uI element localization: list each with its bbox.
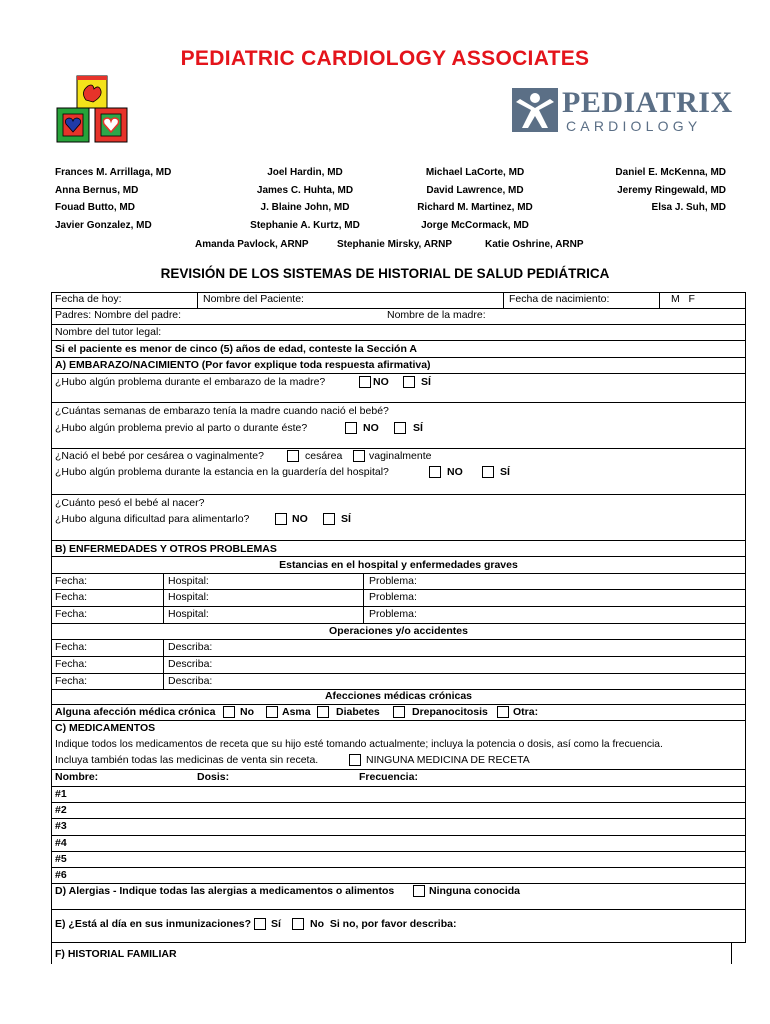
section-c-heading: C) MEDICAMENTOS — [55, 722, 156, 734]
cardiology-wordmark: CARDIOLOGY — [566, 118, 702, 134]
vaginal-checkbox[interactable] — [353, 450, 365, 462]
inmunizaciones-si-label: Sí — [271, 918, 281, 930]
doctor-name: Frances M. Arrillaga, MD — [55, 167, 172, 178]
section-f-heading: F) HISTORIAL FAMILIAR — [55, 948, 177, 960]
inmunizaciones-no-label: No Si no, por favor describa: — [310, 918, 457, 930]
no-label: NO — [363, 422, 379, 434]
inmunizaciones-si-checkbox[interactable] — [254, 918, 266, 930]
ninguna-medicina-label: NINGUNA MEDICINA DE RECETA — [366, 754, 530, 766]
doctor-name: Richard M. Martinez, MD — [417, 202, 533, 213]
nombre-paciente-label: Nombre del Paciente: — [203, 293, 304, 305]
med-row-number: #1 — [55, 788, 67, 800]
afeccion-no-label: No — [240, 706, 254, 718]
doctors-column-3 — [400, 164, 550, 234]
fecha-nacimiento-label: Fecha de nacimiento: — [509, 293, 610, 305]
fecha-label: Fecha: — [55, 641, 88, 653]
describa-label: Describa: — [168, 675, 213, 687]
cesarea-checkbox[interactable] — [287, 450, 299, 462]
doctor-name: Daniel E. McKenna, MD — [615, 167, 726, 178]
doctors-column-2 — [230, 164, 380, 234]
q5-si-checkbox[interactable] — [482, 466, 494, 478]
doctor-name: J. Blaine John, MD — [260, 202, 350, 213]
medicamentos-instrucciones-2: Incluya también todas las medicinas de venta sin receta. — [55, 754, 319, 766]
arnp-name: Stephanie Mirsky, ARNP — [337, 239, 453, 250]
q-peso-nacer: ¿Cuánto pesó el bebé al nacer? — [55, 497, 205, 509]
si-label: SÍ — [341, 513, 351, 525]
med-row-number: #4 — [55, 837, 67, 849]
health-history-form — [51, 292, 746, 964]
section-e-heading: E) ¿Está al día en sus inmunizaciones? — [55, 918, 252, 930]
afeccion-cronica-label: Alguna afección médica crónica — [55, 706, 216, 718]
describa-label: Describa: — [168, 641, 213, 653]
instruccion-seccion-a: Si el paciente es menor de cinco (5) años de edad, conteste la Sección A — [55, 343, 417, 355]
doctor-name: Javier Gonzalez, MD — [55, 219, 152, 231]
vaginal-label: vaginalmente — [369, 450, 432, 462]
asma-label: Asma — [282, 706, 311, 718]
afeccion-no-checkbox[interactable] — [223, 706, 235, 718]
section-a-heading: A) EMBARAZO/NACIMIENTO (Por favor explique toda respuesta afirmativa) — [55, 359, 431, 371]
asma-checkbox[interactable] — [266, 706, 278, 718]
problema-label: Problema: — [369, 591, 417, 603]
frecuencia-header: Frecuencia: — [359, 771, 418, 783]
doctor-name: Jorge McCormack, MD — [421, 219, 529, 231]
q1-no-checkbox[interactable] — [359, 376, 371, 388]
hospital-label: Hospital: — [168, 608, 209, 620]
no-label: NO — [447, 466, 463, 478]
si-label: SÍ — [413, 422, 423, 434]
q5-no-checkbox[interactable] — [429, 466, 441, 478]
describa-label: Describa: — [168, 658, 213, 670]
doctor-name: Joel Hardin, MD — [267, 167, 343, 178]
q1-si-checkbox[interactable] — [403, 376, 415, 388]
ninguna-alergia-checkbox[interactable] — [413, 885, 425, 897]
doctor-name: Jeremy Ringewald, MD — [617, 184, 726, 196]
doctor-name: Elsa J. Suh, MD — [651, 202, 726, 213]
doctors-column-1 — [55, 164, 171, 234]
diabetes-label: Diabetes — [336, 706, 380, 718]
q7-no-checkbox[interactable] — [275, 513, 287, 525]
q7-si-checkbox[interactable] — [323, 513, 335, 525]
section-d-heading: D) Alergias - Indique todas las alergias a medicamentos o alimentos — [55, 885, 395, 897]
tutor-label: Nombre del tutor legal: — [55, 326, 162, 338]
q-problema-embarazo: ¿Hubo algún problema durante el embarazo de la madre? — [55, 376, 326, 388]
arnp-name: Amanda Pavlock, ARNP — [195, 239, 309, 250]
form-title: REVISIÓN DE LOS SISTEMAS DE HISTORIAL DE SALUD PEDIÁTRICA — [160, 266, 610, 281]
operaciones-header: Operaciones y/o accidentes — [329, 625, 468, 637]
nombre-madre-label: Nombre de la madre: — [387, 309, 486, 321]
nombre-header: Nombre: — [55, 771, 99, 783]
doctor-name: Anna Bernus, MD — [55, 184, 139, 196]
si-label: SÍ — [500, 466, 510, 478]
med-row-number: #2 — [55, 804, 67, 816]
arnp-name: Katie Oshrine, ARNP — [485, 239, 584, 250]
cesarea-label: cesárea — [305, 450, 343, 462]
no-label: NO — [373, 376, 389, 388]
fecha-label: Fecha: — [55, 575, 88, 587]
med-row-number: #3 — [55, 820, 67, 832]
q3-no-checkbox[interactable] — [345, 422, 357, 434]
diabetes-checkbox[interactable] — [317, 706, 329, 718]
ninguna-medicina-checkbox[interactable] — [349, 754, 361, 766]
doctor-name: James C. Huhta, MD — [256, 184, 354, 196]
afecciones-header: Afecciones médicas crónicas — [324, 690, 473, 702]
drepanocitosis-checkbox[interactable] — [393, 706, 405, 718]
si-label: SÍ — [421, 376, 431, 388]
q-problema-parto: ¿Hubo algún problema previo al parto o durante éste? — [55, 422, 308, 434]
fecha-label: Fecha: — [55, 591, 88, 603]
med-row-number: #6 — [55, 869, 67, 881]
medicamentos-instrucciones: Indique todos los medicamentos de receta que su hijo esté tomando actualmente; incluya la potencia o dosis, así como la frecuencia. — [55, 739, 663, 750]
fecha-label: Fecha: — [55, 608, 88, 620]
med-row-number: #5 — [55, 853, 67, 865]
problema-label: Problema: — [369, 608, 417, 620]
section-b-heading: B) ENFERMEDADES Y OTROS PROBLEMAS — [55, 543, 277, 555]
inmunizaciones-no-checkbox[interactable] — [292, 918, 304, 930]
estancias-header: Estancias en el hospital y enfermedades graves — [279, 559, 518, 571]
hospital-label: Hospital: — [168, 575, 209, 587]
q-guarderia-hospital: ¿Hubo algún problema durante la estancia en la guardería del hospital? — [55, 466, 389, 478]
fecha-hoy-label: Fecha de hoy: — [55, 293, 122, 305]
problema-label: Problema: — [369, 575, 417, 587]
sexo-options[interactable]: M F — [671, 293, 695, 305]
q-semanas-embarazo: ¿Cuántas semanas de embarazo tenía la madre cuando nació el bebé? — [55, 405, 389, 417]
drepanocitosis-label: Drepanocitosis — [412, 706, 488, 718]
q-cesarea-vaginal: ¿Nació el bebé por cesárea o vaginalmente? — [55, 450, 264, 462]
doctor-name: Fouad Butto, MD — [55, 202, 135, 213]
otra-checkbox[interactable] — [497, 706, 509, 718]
doctors-column-4 — [570, 164, 726, 217]
otra-label: Otra: — [513, 706, 539, 718]
fecha-label: Fecha: — [55, 675, 88, 687]
doctor-name: Stephanie A. Kurtz, MD — [250, 219, 360, 231]
no-label: NO — [292, 513, 308, 525]
toy-blocks-logo — [55, 74, 137, 146]
practice-title: PEDIATRIC CARDIOLOGY ASSOCIATES — [180, 47, 590, 70]
pediatrix-wordmark: PEDIATRIX — [562, 86, 733, 119]
doctor-name: Michael LaCorte, MD — [425, 167, 525, 178]
q3-si-checkbox[interactable] — [394, 422, 406, 434]
pediatrix-logo — [512, 86, 733, 136]
dosis-header: Dosis: — [197, 771, 230, 783]
hospital-label: Hospital: — [168, 591, 209, 603]
ninguna-conocida-label: Ninguna conocida — [429, 885, 521, 897]
q-dificultad-alimentar: ¿Hubo alguna dificultad para alimentarlo? — [55, 513, 250, 525]
doctor-name: David Lawrence, MD — [426, 184, 524, 196]
padres-label: Padres: Nombre del padre: — [55, 309, 182, 321]
fecha-label: Fecha: — [55, 658, 88, 670]
